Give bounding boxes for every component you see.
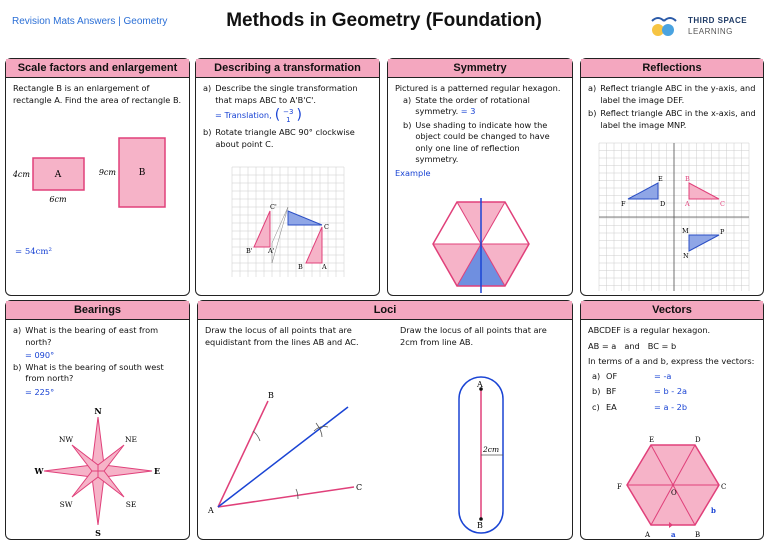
intro-text: Pictured is a patterned regular hexagon. <box>395 83 561 93</box>
angle-bisector <box>218 407 348 507</box>
svg-text:A: A <box>685 200 690 208</box>
svg-text:a: a <box>671 530 676 539</box>
compass-rose <box>36 405 164 537</box>
svg-text:S: S <box>95 528 101 538</box>
card-transformation: Describing a transformation a) Describe the single transformation that maps ABC to A'B'C'. = Translation, ( −3 1 ) b) Rotate triangle ABC 90° clockwise about point C. C' B' A' C B A <box>195 58 380 296</box>
page-title: Methods in Geometry (Foundation) <box>226 10 542 31</box>
svg-text:B: B <box>268 391 274 400</box>
svg-text:D: D <box>695 436 701 444</box>
loci-diagrams <box>198 371 574 539</box>
answer: = 54cm² <box>15 247 52 257</box>
svg-text:F: F <box>617 483 622 491</box>
question-a: Describe the single transformation that maps ABC to A'B'C'. <box>215 83 358 105</box>
card-scale-factors <box>5 58 190 296</box>
svg-text:F: F <box>621 200 626 208</box>
header <box>0 0 768 52</box>
svg-text:A: A <box>208 506 214 515</box>
svg-text:SW: SW <box>59 500 73 509</box>
question-a: State the order of rotational symmetry. <box>415 94 530 116</box>
vector-ea: EA <box>606 401 617 412</box>
svg-text:B': B' <box>246 247 253 255</box>
answer-c: = a - 2b <box>654 401 688 412</box>
svg-text:C: C <box>721 483 727 491</box>
card-title: Bearings <box>6 301 189 320</box>
logo-icon <box>648 12 684 40</box>
card-loci <box>197 300 573 540</box>
answer-a: = 090° <box>25 350 55 360</box>
card-title: Vectors <box>581 301 763 320</box>
svg-text:C: C <box>720 200 725 208</box>
svg-text:A': A' <box>268 247 275 255</box>
svg-text:C: C <box>324 223 329 231</box>
svg-text:N: N <box>683 252 689 260</box>
svg-text:O: O <box>671 489 677 497</box>
answer-b: = b - 2a <box>654 386 688 396</box>
given-ab: AB = a <box>588 340 617 351</box>
svg-text:N: N <box>94 406 102 416</box>
breadcrumb[interactable]: Revision Mats Answers | Geometry <box>12 16 168 27</box>
question-b: Rotate triangle ABC 90° clockwise about point C. <box>215 127 355 149</box>
svg-text:M: M <box>682 227 689 235</box>
svg-text:C': C' <box>270 203 277 211</box>
intro-text: ABCDEF is a regular hexagon. <box>588 325 711 335</box>
given-bc: BC = b <box>647 340 677 351</box>
label-a: A <box>54 170 62 180</box>
question-1: Draw the locus of all points that are equidistant from the lines AB and AC. <box>205 325 359 347</box>
svg-text:A: A <box>645 531 651 539</box>
question-a: What is the bearing of east from north? <box>25 325 159 347</box>
vector-hexagon <box>601 429 751 539</box>
transformation-grid <box>232 167 346 279</box>
svg-text:NW: NW <box>58 435 74 444</box>
question-text: Rectangle B is an enlargement of rectangle A. Find the area of rectangle B. <box>13 83 182 105</box>
svg-text:NE: NE <box>124 435 138 444</box>
svg-text:E: E <box>658 175 663 183</box>
question-b: Use shading to indicate how the object could be changed to have only one line of reflection symmetry. <box>415 119 550 164</box>
svg-text:2cm: 2cm <box>483 445 500 454</box>
svg-text:B: B <box>477 521 483 530</box>
svg-text:B: B <box>695 531 701 539</box>
card-title: Symmetry <box>388 59 572 78</box>
svg-text:E: E <box>649 436 655 444</box>
svg-text:B: B <box>298 263 303 271</box>
dim-a-height: 4cm <box>12 170 30 179</box>
svg-text:D: D <box>660 200 666 208</box>
vector-bf: BF <box>606 386 617 396</box>
svg-text:C: C <box>356 483 363 492</box>
label-b: B <box>138 168 146 178</box>
card-reflections: Reflections a) Reflect triangle ABC in the y-axis, and label the image DEF. b) Reflect triangle ABC in the x-axis, and label the image MNP. E F D B A C M N P <box>580 58 764 296</box>
question-a: Reflect triangle ABC in the y-axis, and label the image DEF. <box>600 83 756 105</box>
answer-a: = Translation, <box>215 110 272 121</box>
svg-text:b: b <box>711 506 716 515</box>
card-vectors: Vectors ABCDEF is a regular hexagon. AB = a and BC = b In terms of a and b, express the vectors: a) OF = -a b) BF = b - 2a c) EA = a - 2b E D C F O A B a b <box>580 300 764 540</box>
svg-text:W: W <box>34 466 44 476</box>
logo-text: THIRD SPACE LEARNING <box>688 16 748 36</box>
answer-a: = 3 <box>460 106 476 116</box>
card-title: Describing a transformation <box>196 59 379 78</box>
card-bearings: Bearings a) What is the bearing of east from north? = 090° b) What is the bearing of south west from north? = 225° N S W E NW NE SW SE <box>5 300 190 540</box>
third-space-logo[interactable] <box>648 12 763 42</box>
vector-of: OF <box>606 370 618 381</box>
question-2: Draw the locus of all points that are 2cm from line AB. <box>400 325 547 347</box>
card-title: Scale factors and enlargement <box>6 59 189 78</box>
card-title: Loci <box>198 301 572 320</box>
answer-a: = -a <box>654 370 672 381</box>
question-b: Reflect triangle ABC in the x-axis, and label the image MNP. <box>600 108 756 130</box>
hexagon-diagram <box>388 199 574 295</box>
card-symmetry: Symmetry Pictured is a patterned regular hexagon. a) State the order of rotational symmetry. = 3 b) Use shading to indicate how the object could be changed to have only one line of reflection symmetry. Example <box>387 58 573 296</box>
dim-a-width: 6cm <box>49 195 67 204</box>
svg-text:A: A <box>477 380 483 389</box>
answer-b: = 225° <box>25 386 55 397</box>
svg-text:B: B <box>685 175 690 183</box>
instruction: In terms of a and b, express the vectors: <box>588 356 755 366</box>
svg-text:E: E <box>153 466 161 476</box>
question-b: What is the bearing of south west from north? <box>25 361 164 383</box>
rectangles-diagram <box>6 129 191 239</box>
card-title: Reflections <box>581 59 763 78</box>
example-label: Example <box>395 167 431 178</box>
svg-text:P: P <box>720 228 725 236</box>
dim-b-height: 9cm <box>98 168 116 177</box>
svg-text:SE: SE <box>125 500 137 509</box>
reflection-grid <box>599 143 749 291</box>
svg-text:A: A <box>322 263 327 271</box>
